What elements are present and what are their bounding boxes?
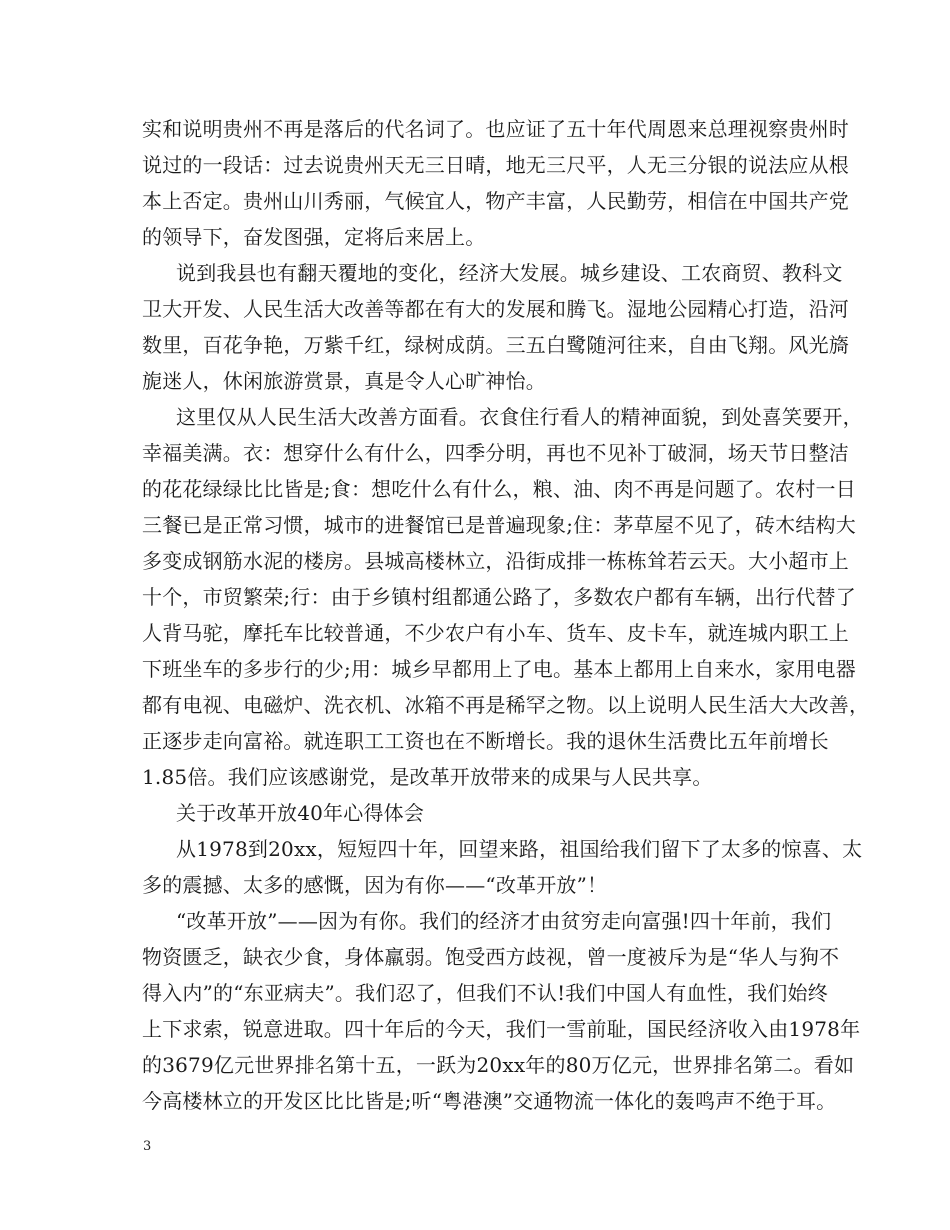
text-line: 十个，市贸繁荣;行：由于乡镇村组都通公路了，多数农户都有车辆，出行代替了 (142, 585, 856, 609)
text-line: 数里，百花争艳，万紫千红，绿树成荫。三五白鹭随河往来，自由飞翔。风光旖 (142, 333, 849, 357)
paragraph-start: 说到我县也有翻天覆地的变化，经济大发展。城乡建设、工农商贸、教科文 (176, 261, 843, 285)
text-line: 正逐步走向富裕。就连职工工资也在不断增长。我的退休生活费比五年前增长 (142, 729, 829, 753)
text-line: 幸福美满。衣：想穿什么有什么，四季分明，再也不见补丁破洞，场天节日整洁 (142, 441, 849, 465)
text-line: 物资匮乏，缺衣少食，身体羸弱。饱受西方歧视，曾一度被斥为是“华人与狗不 (142, 945, 840, 969)
section-heading: 关于改革开放40年心得体会 (176, 801, 425, 825)
paragraph-start: “改革开放”——因为有你。我们的经济才由贫穷走向富强!四十年前，我们 (176, 909, 832, 933)
text-line: 都有电视、电磁炉、洗衣机、冰箱不再是稀罕之物。以上说明人民生活大大改善， (142, 693, 870, 717)
text-line: 实和说明贵州不再是落后的代名词了。也应证了五十年代周恩来总理视察贵州时 (142, 117, 849, 141)
text-line: 今高楼林立的开发区比比皆是;听“粤港澳”交通物流一体化的轰鸣声不绝于耳。 (142, 1089, 837, 1113)
text-line: 卫大开发、人民生活大改善等都在有大的发展和腾飞。湿地公园精心打造，沿河 (142, 297, 849, 321)
text-line: 上下求索，锐意进取。四十年后的今天，我们一雪前耻，国民经济收入由1978年 (142, 1017, 861, 1041)
text-line: 的花花绿绿比比皆是;食：想吃什么有什么，粮、油、肉不再是问题了。农村一日 (142, 477, 856, 501)
page-number: 3 (143, 1139, 152, 1154)
text-line: 说过的一段话：过去说贵州天无三日晴，地无三尺平，人无三分银的说法应从根 (142, 153, 849, 177)
text-line: 得入内”的“东亚病夫”。我们忍了，但我们不认!我们中国人有血性，我们始终 (142, 981, 828, 1005)
text-line: 多变成钢筋水泥的楼房。县城高楼林立，沿街成排一栋栋耸若云天。大小超市上 (142, 549, 849, 573)
text-line: 的领导下，奋发图强，定将后来居上。 (142, 225, 486, 249)
paragraph-start: 从1978到20xx，短短四十年，回望来路，祖国给我们留下了太多的惊喜、太 (176, 837, 863, 861)
text-line: 的3679亿元世界排名第十五，一跃为20xx年的80万亿元，世界排名第二。看如 (142, 1053, 855, 1077)
text-line: 1.85倍。我们应该感谢党，是改革开放带来的成果与人民共享。 (142, 765, 713, 789)
text-line: 本上否定。贵州山川秀丽，气候宜人，物产丰富，人民勤劳，相信在中国共产党 (142, 189, 849, 213)
paragraph-start: 这里仅从人民生活大改善方面看。衣食住行看人的精神面貌，到处喜笑要开， (176, 405, 863, 429)
text-line: 人背马驼，摩托车比较普通，不少农户有小车、货车、皮卡车，就连城内职工上 (142, 621, 849, 645)
text-line: 多的震撼、太多的感慨，因为有你——“改革开放”！ (142, 873, 608, 897)
text-line: 三餐已是正常习惯，城市的进餐馆已是普遍现象;住：茅草屋不见了，砖木结构大 (142, 513, 856, 537)
text-line: 下班坐车的多步行的少;用：城乡早都用上了电。基本上都用上自来水，家用电器 (142, 657, 856, 681)
text-line: 旎迷人，休闲旅游赏景，真是令人心旷神怡。 (142, 369, 546, 393)
